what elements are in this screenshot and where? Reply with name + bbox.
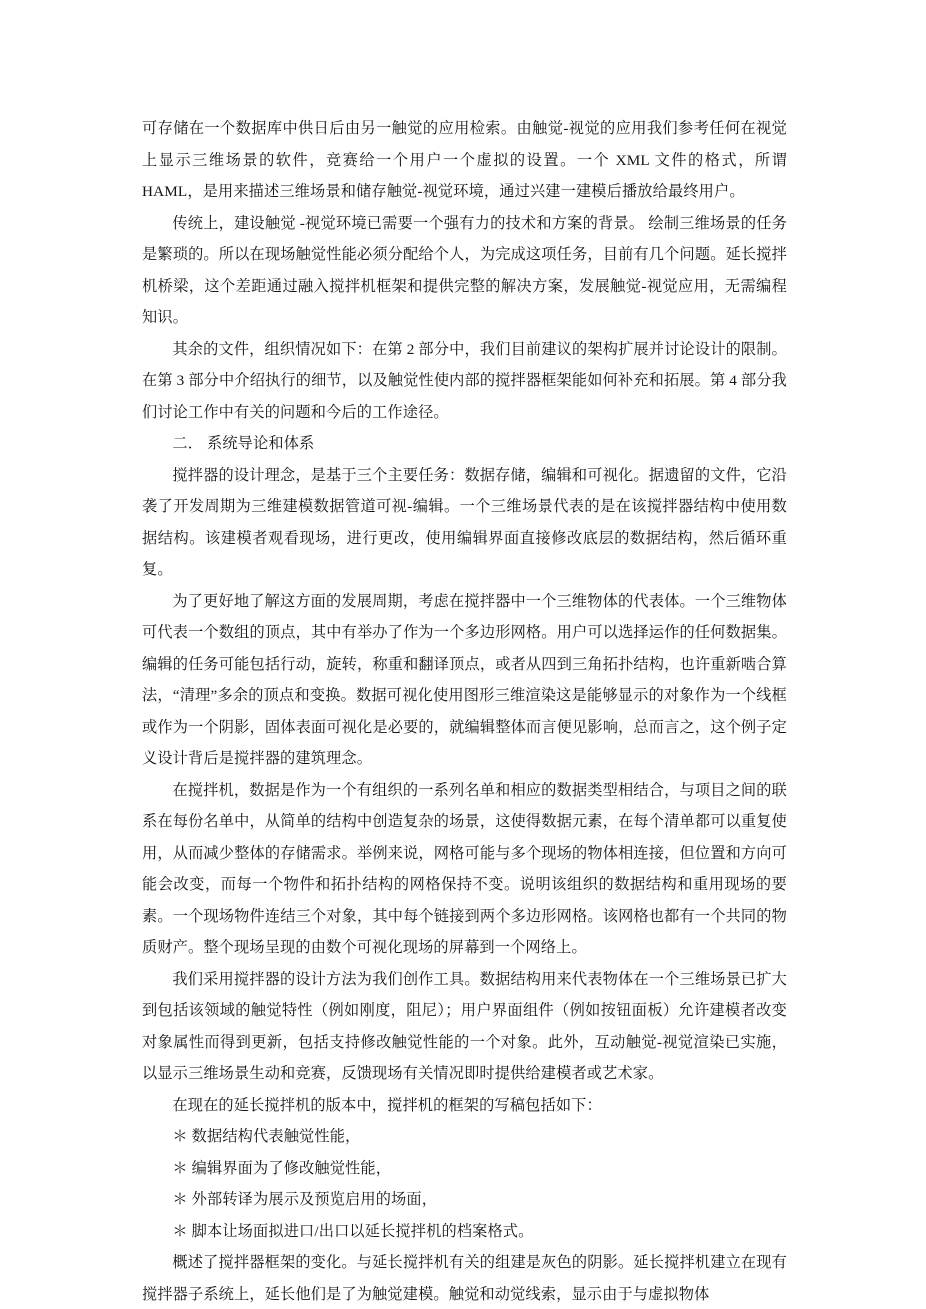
paragraph-tradition-background: 传统上，建设触觉 -视觉环境已需要一个强有力的技术和方案的背景。 绘制三维场景的任务是繁琐的。所以在现场触觉性能必须分配给个人，为完成这项任务，目前有几个问题。延长搅拌机桥梁，这个差距通过融入搅拌机框架和提供完整的解决方案，发展触觉-视觉应用，无需编程知识。 [142, 214, 787, 326]
paragraph-framework-changes: 概述了搅拌器框架的变化。与延长搅拌机有关的组建是灰色的阴影。延长搅拌机建立在现有搅拌器子系统上，延长他们是了为触觉建模。触觉和动觉线索，显示由于与虚拟物体 [142, 1254, 787, 1303]
paragraph-outline: 其余的文件，组织情况如下：在第 2 部分中，我们目前建议的架构扩展并讨论设计的限制。在第 3 部分中介绍执行的细节，以及触觉性使内部的搅拌器框架能如何补充和拓展。第 4 部分我们讨论工作中有关的问题和今后的工作途径。 [142, 340, 787, 421]
bullet-editor-interface: ＊ 编辑界面为了修改触觉性能， [172, 1159, 392, 1177]
bullet-data-structure: ＊ 数据结构代表触觉性能， [172, 1128, 361, 1145]
paragraph-storage-retrieval: 可存储在一个数据库中供日后由另一触觉的应用检索。由触觉-视觉的应用我们参考任何在视觉上显示三维场景的软件，竞赛给一个用户一个虚拟的设置。一个 XML 文件的格式，所谓 HAML，是用来描述三维场景和储存触觉-视觉环境，通过兴建一建模后播放给最终用户。 [142, 120, 787, 200]
paragraph-development-cycle: 为了更好地了解这方面的发展周期，考虑在搅拌器中一个三维物体的代表体。一个三维物体可代表一个数组的顶点，其中有举办了作为一个多边形网格。用户可以选择运作的任何数据集。编辑的任务可能包括行动，旋转，称重和翻译顶点，或者从四到三角拓扑结构，也许重新啮合算法，“清理”多余的顶点和变换。数据可视化使用图形三维渲染这是能够显示的对象作为一个线框或作为一个阴影，固体表面可视化是必要的，就编辑整体而言便见影响，总而言之，这个例子定义设计背后是搅拌器的建筑理念。 [142, 592, 787, 767]
heading-system-navigation: 二． 系统导论和体系 [172, 435, 315, 452]
bullet-script-interface: ＊ 脚本让场面拟进口/出口以延长搅拌机的档案格式。 [172, 1222, 534, 1240]
document-body [142, 113, 787, 1309]
bullet-external-translation: ＊ 外部转译为展示及预览启用的场面， [172, 1191, 438, 1208]
paragraph-data-organization: 在搅拌机，数据是作为一个有组织的一系列名单和相应的数据类型相结合，与项目之间的联系在每份名单中，从简单的结构中创造复杂的场景，这使得数据元素，在每个清单都可以重复使用，从而减少整体的存储需求。举例来说，网格可能与多个现场的物体相连接，但位置和方向可能会改变，而每一个物件和拓扑结构的网格保持不变。说明该组织的数据结构和重用现场的要素。一个现场物件连结三个对象，其中每个链接到两个多边形网格。该网格也都有一个共同的物质财产。整个现场呈现的由数个可视化现场的屏幕到一个网络上。 [142, 781, 787, 956]
paragraph-design-philosophy: 搅拌器的设计理念，是基于三个主要任务：数据存储，编辑和可视化。据遗留的文件，它沿袭了开发周期为三维建模数据管道可视-编辑。一个三维场景代表的是在该搅拌器结构中使用数据结构。该建模者观看现场，进行更改，使用编辑界面直接修改底层的数据结构，然后循环重复。 [142, 466, 787, 578]
paragraph-current-version: 在现在的延长搅拌机的版本中，搅拌机的框架的写稿包括如下： [172, 1096, 602, 1114]
paragraph-authoring-tool: 我们采用搅拌器的设计方法为我们创作工具。数据结构用来代表物体在一个三维场景已扩大到包括该领域的触觉特性（例如刚度，阻尼）；用户界面组件（例如按钮面板）允许建模者改变对象属性而得到更新，包括支持修改触觉性能的一个对象。此外，互动触觉-视觉渲染已实施，以显示三维场景生动和竞赛，反馈现场有关情况即时提供给建模者或艺术家。 [142, 970, 787, 1082]
